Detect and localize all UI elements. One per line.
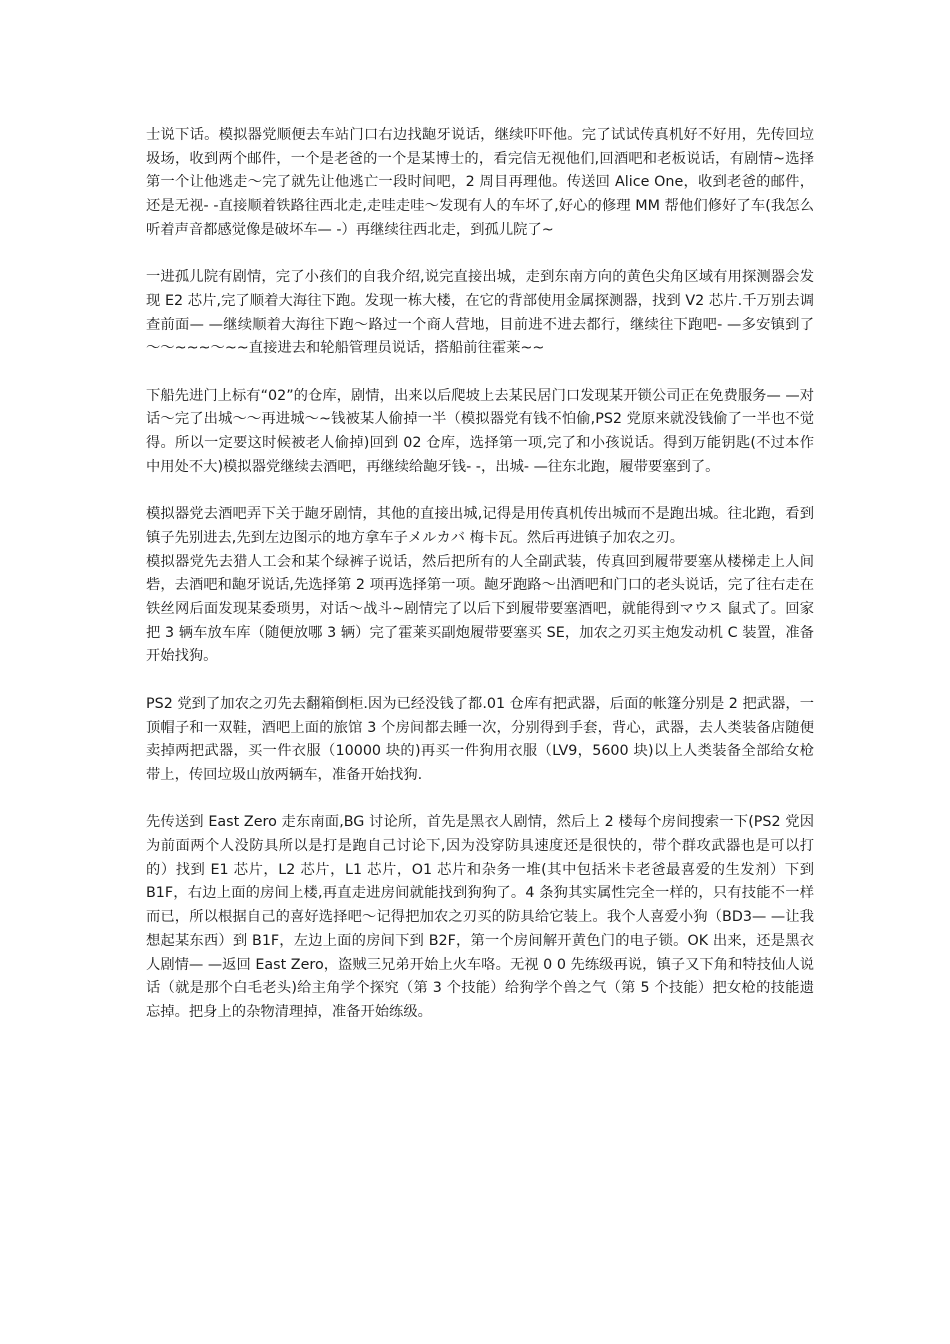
- paragraph-1: 士说下话。模拟器党顺便去车站门口右边找龅牙说话，继续吓吓他。完了试试传真机好不好用，先传回垃圾场，收到两个邮件，一个是老爸的一个是某博士的，看完信无视他们,回酒吧和老板说话，有剧情~选择第一个让他逃走～完了就先让他逃亡一段时间吧，2 周目再理他。传送回 Alice One，收到老爸的邮件，还是无视- -直接顺着铁路往西北走,走哇走哇～发现有人的车坏了,好心的修理 MM 帮他们修好了车(我怎么听着声音都感觉像是破坏车— -）再继续往西北走，到孤儿院了~: [146, 127, 814, 238]
- paragraph-5: 模拟器党先去猎人工会和某个绿裤子说话，然后把所有的人全副武装，传真回到履带要塞从楼梯走上人间砦，去酒吧和龅牙说话,先选择第 2 项再选择第一项。龅牙跑路～出酒吧和门口的老头说话，完了往右走在铁丝网后面发现某委琐男，对话～战斗~剧情完了以后下到履带要塞酒吧，就能得到マウス 鼠式了。回家把 3 辆车放车库（随便放哪 3 辆）完了霍莱买副炮履带要塞买 SE，加农之刃买主炮发动机 C 装置，准备开始找狗。: [146, 553, 814, 665]
- paragraph-3: 下船先进门上标有“02”的仓库，剧情，出来以后爬坡上去某民居门口发现某开锁公司正在免费服务— —对话～完了出城～～再进城～~钱被某人偷掉一半（模拟器党有钱不怕偷,PS2 党原来就没钱偷了一半也不觉得。所以一定要这时候被老人偷掉)回到 02 仓库，选择第一项,完了和小孩说话。得到万能钥匙(不过本作中用处不大)模拟器党继续去酒吧，再继续给龅牙钱- -，出城- —往东北跑，履带要塞到了。: [146, 387, 814, 475]
- paragraph-spacer: [146, 669, 814, 693]
- paragraph-6: PS2 党到了加农之刃先去翻箱倒柜.因为已经没钱了都.01 仓库有把武器，后面的帐篷分别是 2 把武器，一顶帽子和一双鞋，酒吧上面的旅馆 3 个房间都去睡一次，分别得到手套，背心，武器，去人类装备店随便卖掉两把武器，买一件衣服（10000 块的)再买一件狗用衣服（LV9，5600 块)以上人类装备全部给女枪带上，传回垃圾山放两辆车，准备开始找狗.: [146, 695, 814, 783]
- paragraph-spacer: [146, 243, 814, 267]
- paragraph-2: 一进孤儿院有剧情，完了小孩们的自我介绍,说完直接出城，走到东南方向的黄色尖角区域有用探测器会发现 E2 芯片,完了顺着大海往下跑。发现一栋大楼，在它的背部使用金属探测器，找到 V2 芯片.千万别去调查前面— —继续顺着大海往下跑～路过一个商人营地，目前进不进去都行，继续往下跑吧- —多安镇到了～～~~~～~~直接进去和轮船管理员说话，搭船前往霍莱~~: [146, 269, 814, 357]
- paragraph-7: 先传送到 East Zero 走东南面,BG 讨论所，首先是黑衣人剧情，然后上 2 楼每个房间搜索一下(PS2 党因为前面两个人没防具所以是打是跑自己讨论下,因为没穿防具速度还是很快的，带个群攻武器也是可以打的）找到 E1 芯片，L2 芯片，L1 芯片，O1 芯片和杂务一堆(其中包括米卡老爸最喜爱的生发剂）下到 B1F，右边上面的房间上楼,再直走进房间就能找到狗狗了。4 条狗其实属性完全一样的，只有技能不一样而已，所以根据自己的喜好选择吧～记得把加农之刃买的防具给它装上。我个人喜爱小狗（BD3— —让我想起某东西）到 B1F，左边上面的房间下到 B2F，第一个房间解开黄色门的电子锁。OK 出来，还是黑衣人剧情— —返回 East Zero，盗贼三兄弟开始上火车咯。无视 0 0 先练级再说，镇子又下角和特技仙人说话（就是那个白毛老头)给主角学个探究（第 3 个技能）给狗学个兽之气（第 5 个技能）把女枪的技能遗忘掉。把身上的杂物清理掉，准备开始练级。: [146, 814, 814, 1020]
- document-body: [146, 124, 814, 1025]
- paragraph-spacer: [146, 480, 814, 504]
- paragraph-4: 模拟器党去酒吧弄下关于龅牙剧情，其他的直接出城,记得是用传真机传出城而不是跑出城。往北跑，看到镇子先别进去,先到左边图示的地方拿车子メルカバ 梅卡瓦。然后再进镇子加农之刃。: [146, 506, 814, 546]
- paragraph-spacer: [146, 361, 814, 385]
- paragraph-spacer: [146, 788, 814, 812]
